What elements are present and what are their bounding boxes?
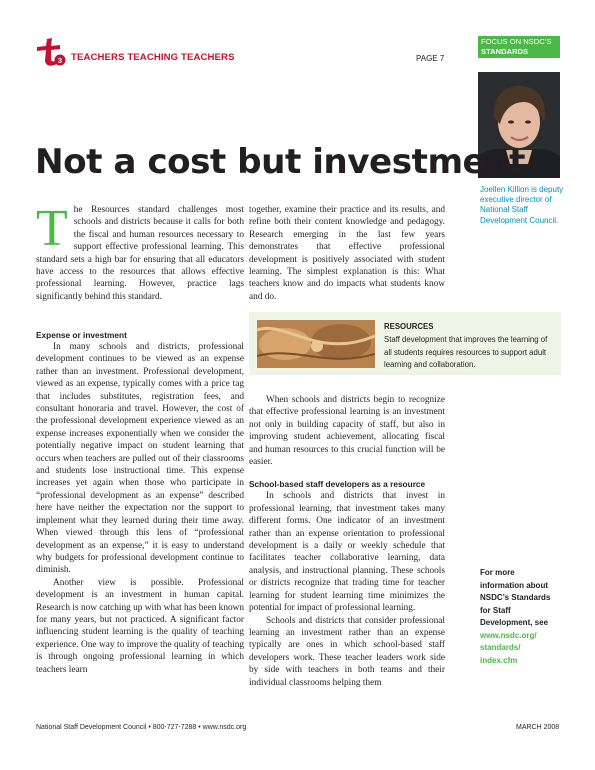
more-info-text: For more information about NSDC’s Standards for Staff Development, see (480, 568, 551, 627)
heading-school-based: School-based staff developers as a resource (249, 479, 426, 490)
intro-text: he Resources standard challenges most schools and districts because it calls for both the fiscal and human resources necessary to support effective professional learning. This standard sets a high bar for ensuring that all educators have access to the resources that allows effective professional learning. However, practice lags significantly behind this standard. (36, 205, 244, 302)
paragraph-expense-1: In many schools and districts, professional development continues to be viewed as an expense rather than an investment. Professional development, viewed as an expense, typically comes with a price tag that includes substitutes, registration fees, and consultant honoraria and travel. However, the cost of the professional development experience viewed as an expense increases exponentially when we consider the potentially negative impact on student learning that occurs when teachers are pulled out of their classrooms and students lose instructional time. This expense increases yet again when those who participate in “professional development as an expense” described here have neither the expectation nor the support to implement what they learned during their time away. When viewed through this lens of “professional development as an expense,” it is easy to understand why budgets for professional development continue to diminish. (36, 342, 244, 576)
article-title: Not a cost but investment (35, 142, 525, 182)
focus-banner (478, 36, 560, 58)
paragraph-school-2: Schools and districts that consider professional learning an investment rather than an expense typically are ones in which school-based staff developers work. These teacher leaders work side by side with teachers in both teams and their individual classrooms helping them (249, 615, 445, 688)
resources-heading: RESOURCES (384, 322, 434, 331)
expense-section (36, 329, 244, 676)
series-title: TEACHERS TEACHING TEACHERS (71, 52, 235, 63)
footer-date: MARCH 2008 (516, 724, 560, 731)
paragraph-expense-2: Another view is possible. Professional development is an investment in human capital. Research is now catching up with what has been known for many years, but not practiced. A significant factor influencing student learning is the quality of teaching experience. One way to improve the quality of teaching is through ongoing professional learning in which teachers learn (36, 577, 244, 675)
column-2-lower (249, 394, 445, 689)
logo-badge: 3 (57, 56, 63, 65)
paragraph-recognize: When schools and districts begin to recognize that effective professional learning is an investment not only in building capacity of staff, but also in improving student achievement, allocating fiscal and human resources to this crucial function will be easier. (249, 395, 445, 468)
heading-expense: Expense or investment (36, 330, 127, 340)
author-caption: Joellen Killion is deputy executive director of National Staff Development Council. (480, 185, 564, 225)
teachers-teaching-teachers-logo (33, 35, 67, 69)
focus-line-2: STANDARDS (481, 47, 529, 56)
intro-paragraph (36, 200, 244, 303)
focus-line-1: FOCUS ON NSDC’S (481, 37, 552, 46)
drop-cap: T (36, 200, 68, 257)
column-2-continuation (249, 204, 445, 303)
standards-link[interactable]: www.nsdc.org/ standards/ index.cfm (480, 630, 537, 665)
more-info (480, 567, 560, 667)
paragraph-continuation: together, examine their practice and its results, and refine both their content knowledge and pedagogy. Research emerging in the last few years demonstrates that effective professional development is positively associated with student learning. The simplest explanation is this: What teachers know and do impacts what students know and do. (249, 205, 445, 302)
footer-organization: National Staff Development Council • 800-727-7288 • www.nsdc.org (36, 724, 247, 731)
resources-image (257, 320, 375, 368)
resources-text: Staff development that improves the learning of all students requires resources to support adult learning and collaboration. (384, 335, 548, 370)
paragraph-school-1: In schools and districts that invest in professional learning, that investment takes many different forms. One indicator of an investment rather than an expense orientation to professional development is a daily or weekly schedule that facilitates teacher collaborative learning, data analysis, and instructional planning. These schools or districts recognize that trading time for teacher learning for student learning time minimizes the potential for impact of professional learning. (249, 491, 445, 614)
page-number: PAGE 7 (416, 54, 445, 63)
